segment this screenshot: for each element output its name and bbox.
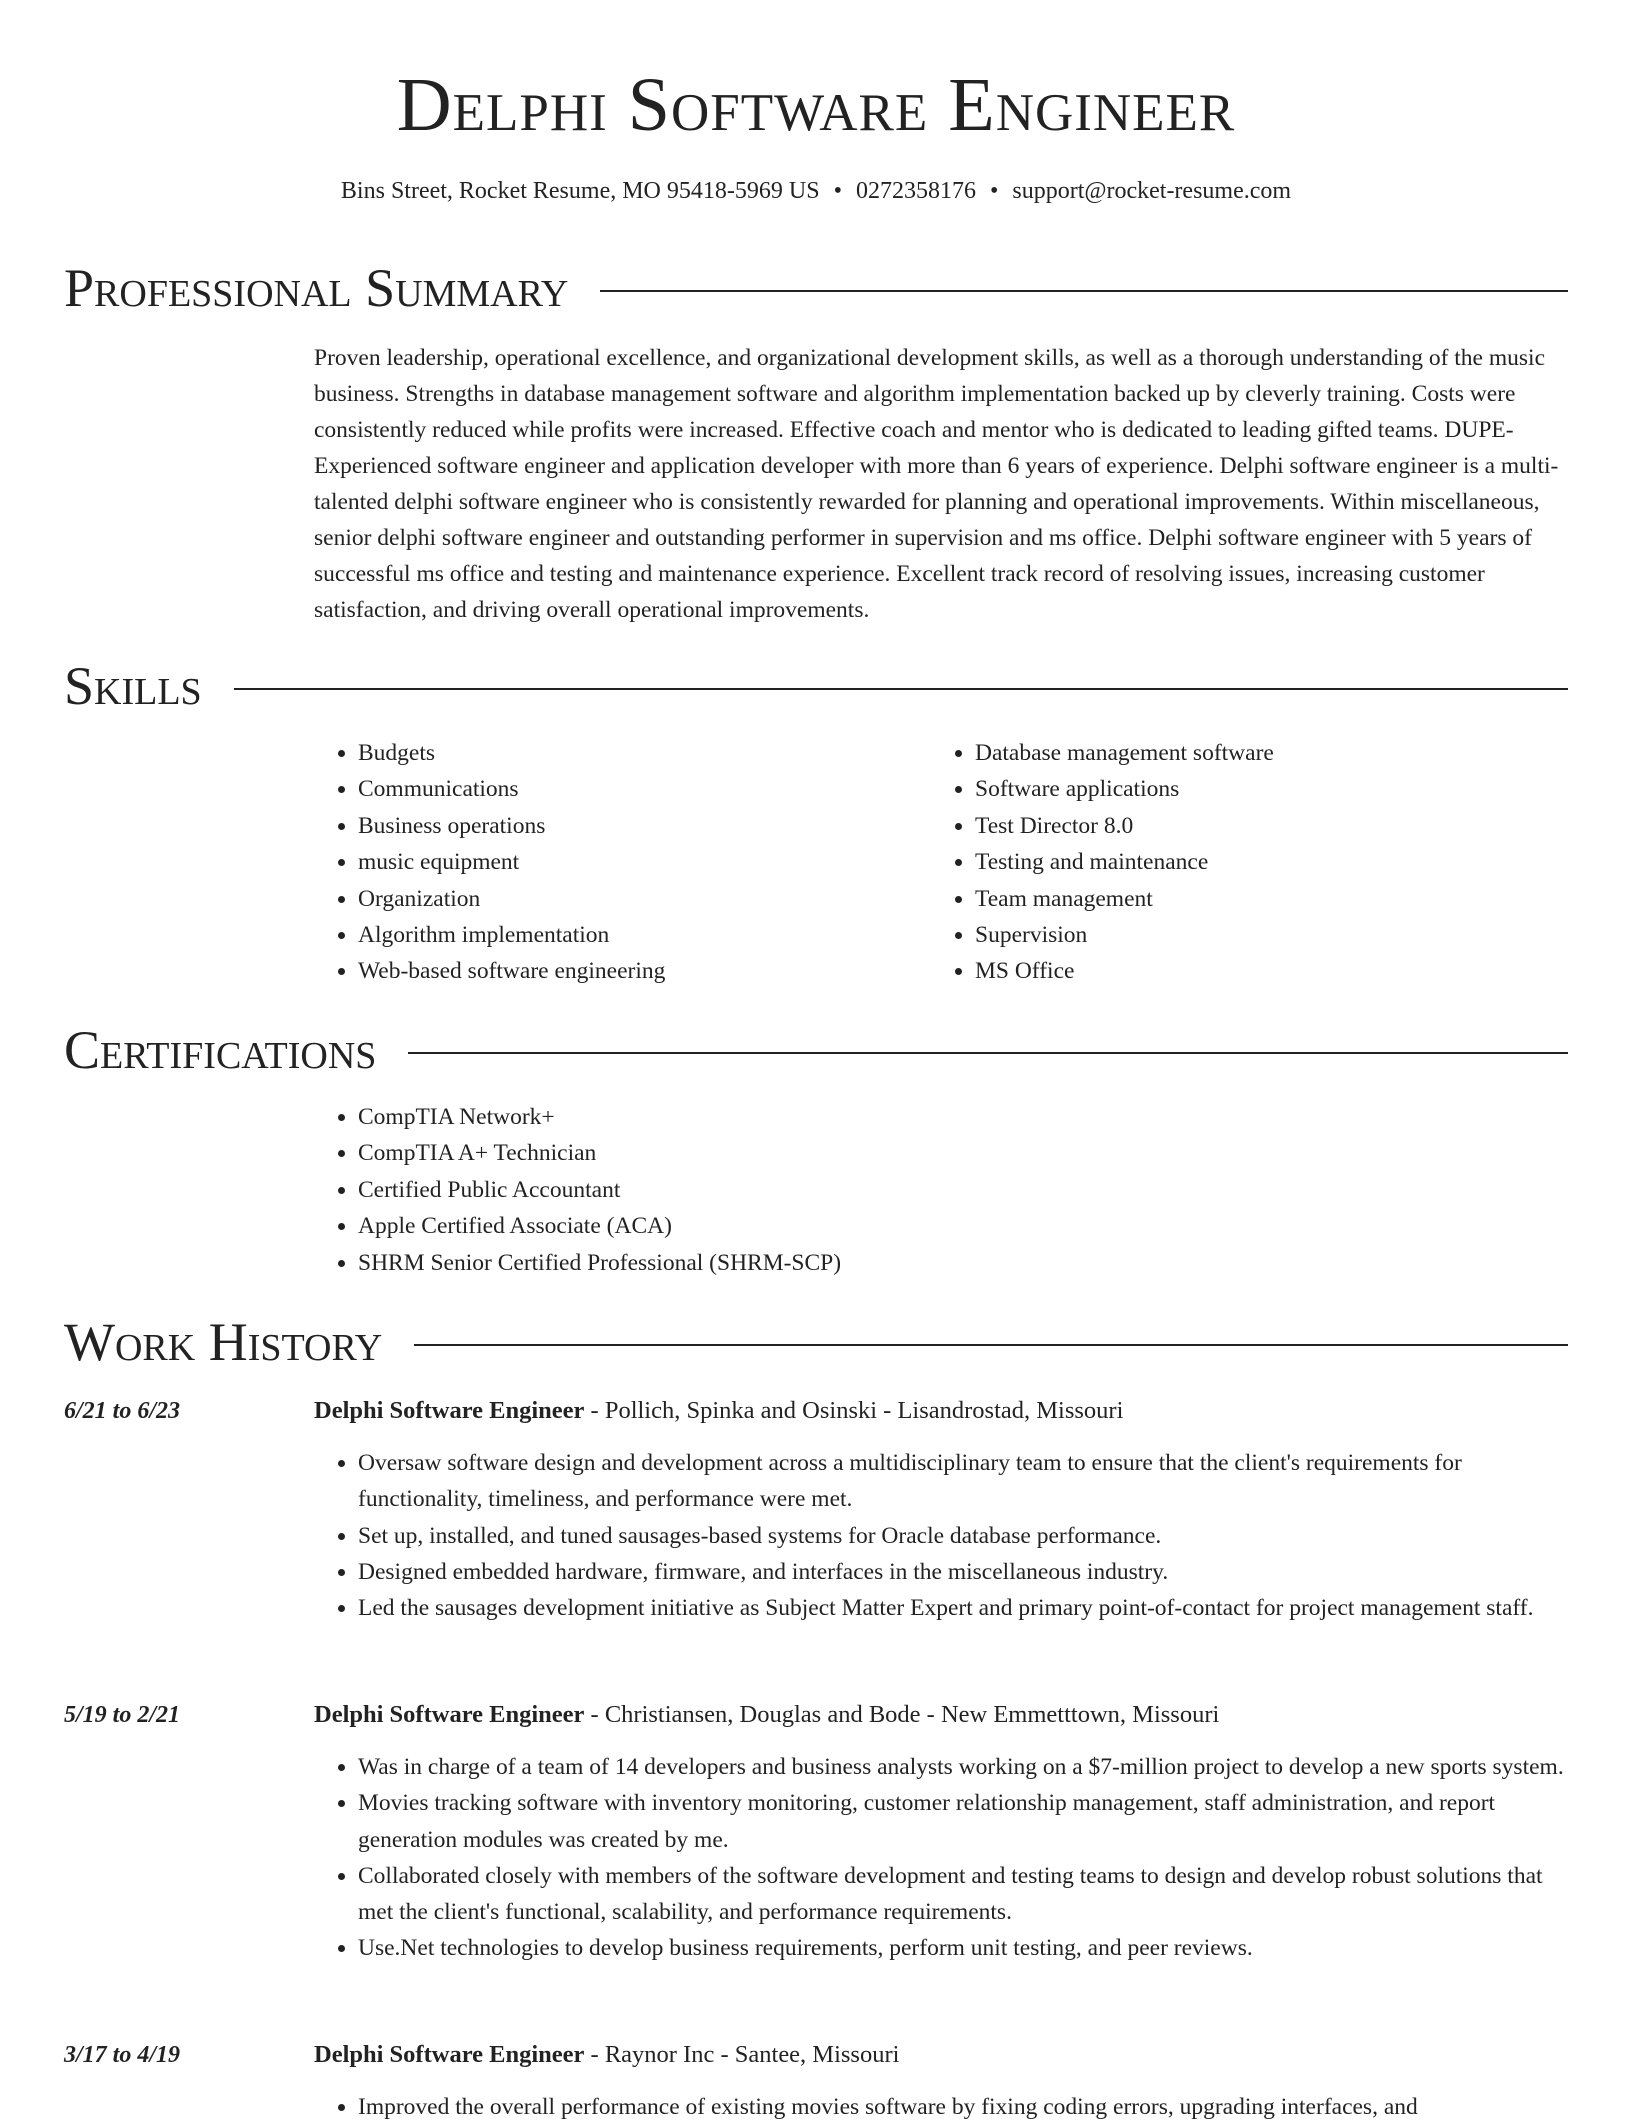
job-bullet: • Use.Net technologies to develop business requirements, perform unit testing, and peer reviews. (358, 1930, 1568, 1966)
job-bullet: • Was in charge of a team of 14 developers and business analysts working on a $7-million project to develop a new sports system. (358, 1749, 1568, 1785)
certifications-section-header (64, 1018, 1568, 1082)
job-dates: 6/21 to 6/23 (64, 1398, 181, 1424)
summary-text: Proven leadership, operational excellence, and organizational development skills, as well as a thorough understanding of the music business. Strengths in database management software and algorithm implementation backed up by cleverly training. Costs were consistently reduced while profits were increased. Effective coach and mentor who is dedicated to leading gifted teams. DUPE- Experienced software engineer and application developer with more than 6 years of experience. Delphi software engineer is a multi-talented delphi software engineer who is consistently rewarded for planning and operational improvements. Within miscellaneous, senior delphi software engineer and outstanding performer in supervision and ms office. Delphi software engineer with 5 years of successful ms office and testing and maintenance experience. Excellent track record of resolving issues, increasing customer satisfaction, and driving overall operational improvements. (314, 345, 1559, 623)
work-section-header (64, 1310, 1568, 1374)
job-bullet: • Oversaw software design and development across a multidisciplinary team to ensure that the client's requirements for functionality, timeliness, and performance were met. (358, 1445, 1568, 1518)
skill-item: • Test Director 8.0 (975, 808, 1274, 844)
job-bullet: • Led the sausages development initiative as Subject Matter Expert and primary point-of-contact for project management staff. (358, 1590, 1568, 1626)
job-bullets (314, 2089, 1568, 2125)
job-heading (314, 1393, 1123, 1429)
job-bullets (314, 1445, 1568, 1626)
skill-item: • Testing and maintenance (975, 844, 1274, 880)
job-heading (314, 1697, 1219, 1733)
skill-item: • Team management (975, 881, 1274, 917)
skills-section-title: Skills (64, 656, 202, 716)
certifications-section-title: Certifications (64, 1020, 377, 1080)
section-divider (408, 1052, 1568, 1054)
section-divider (234, 688, 1568, 690)
skill-item: • Supervision (975, 917, 1274, 953)
job-title: Delphi Software Engineer (314, 1397, 585, 1424)
job-dates: 5/19 to 2/21 (64, 1702, 181, 1728)
skill-item: • Software applications (975, 771, 1274, 807)
certification-item: • CompTIA A+ Technician (358, 1135, 841, 1171)
summary-section-title: Professional Summary (64, 258, 569, 318)
job-employer-location: - Christiansen, Douglas and Bode - New Emmetttown, Missouri (584, 1701, 1220, 1728)
candidate-name: Delphi Software Engineer (396, 63, 1236, 147)
contact-phone: 0272358176 (855, 178, 976, 204)
job-title: Delphi Software Engineer (314, 1701, 585, 1728)
certification-item: • Certified Public Accountant (358, 1172, 841, 1208)
job-bullet: • Collaborated closely with members of the software development and testing teams to design and develop robust solutions that met the client's functional, scalability, and performance requirements. (358, 1858, 1568, 1931)
contact-email: support@rocket-resume.com (1012, 178, 1292, 204)
skills-list-right (931, 735, 1274, 990)
skill-item: • Web-based software engineering (358, 953, 665, 989)
job-bullet: • Designed embedded hardware, firmware, and interfaces in the miscellaneous industry. (358, 1554, 1568, 1590)
contact-separator: • (989, 178, 999, 204)
job-title: Delphi Software Engineer (314, 2041, 585, 2068)
job-bullet: • Set up, installed, and tuned sausages-based systems for Oracle database performance. (358, 1518, 1568, 1554)
job-heading (314, 2037, 899, 2073)
skills-section-header (64, 654, 1568, 718)
skills-list-left (314, 735, 665, 990)
contact-address: Bins Street, Rocket Resume, MO 95418-5969 US (340, 178, 820, 204)
job-bullet: • Improved the overall performance of existing movies software by fixing coding errors, upgrading interfaces, and (358, 2089, 1568, 2125)
certifications-list (314, 1099, 841, 1281)
certification-item: • SHRM Senior Certified Professional (SHRM-SCP) (358, 1245, 841, 1281)
skill-item: • Organization (358, 881, 665, 917)
contact-line (0, 176, 1632, 206)
section-divider (414, 1344, 1568, 1346)
skill-item: • MS Office (975, 953, 1274, 989)
certification-item: • CompTIA Network+ (358, 1099, 841, 1135)
contact-separator: • (833, 178, 842, 204)
skill-item: • Database management software (975, 735, 1274, 771)
skill-item: • Budgets (358, 735, 665, 771)
job-employer-location: - Pollich, Spinka and Osinski - Lisandrostad, Missouri (584, 1397, 1124, 1424)
summary-section-header (64, 256, 1568, 320)
job-dates: 3/17 to 4/19 (64, 2042, 181, 2068)
skill-item: • music equipment (358, 844, 665, 880)
skill-item: • Algorithm implementation (358, 917, 665, 953)
work-section-title: Work History (64, 1312, 383, 1372)
job-employer-location: - Raynor Inc - Santee, Missouri (584, 2041, 900, 2068)
section-divider (600, 290, 1568, 292)
skill-item: • Business operations (358, 808, 665, 844)
certification-item: • Apple Certified Associate (ACA) (358, 1208, 841, 1244)
job-bullet: • Movies tracking software with inventory monitoring, customer relationship management, staff administration, and report generation modules was created by me. (358, 1785, 1568, 1858)
skill-item: • Communications (358, 771, 665, 807)
job-bullets (314, 1749, 1568, 1967)
